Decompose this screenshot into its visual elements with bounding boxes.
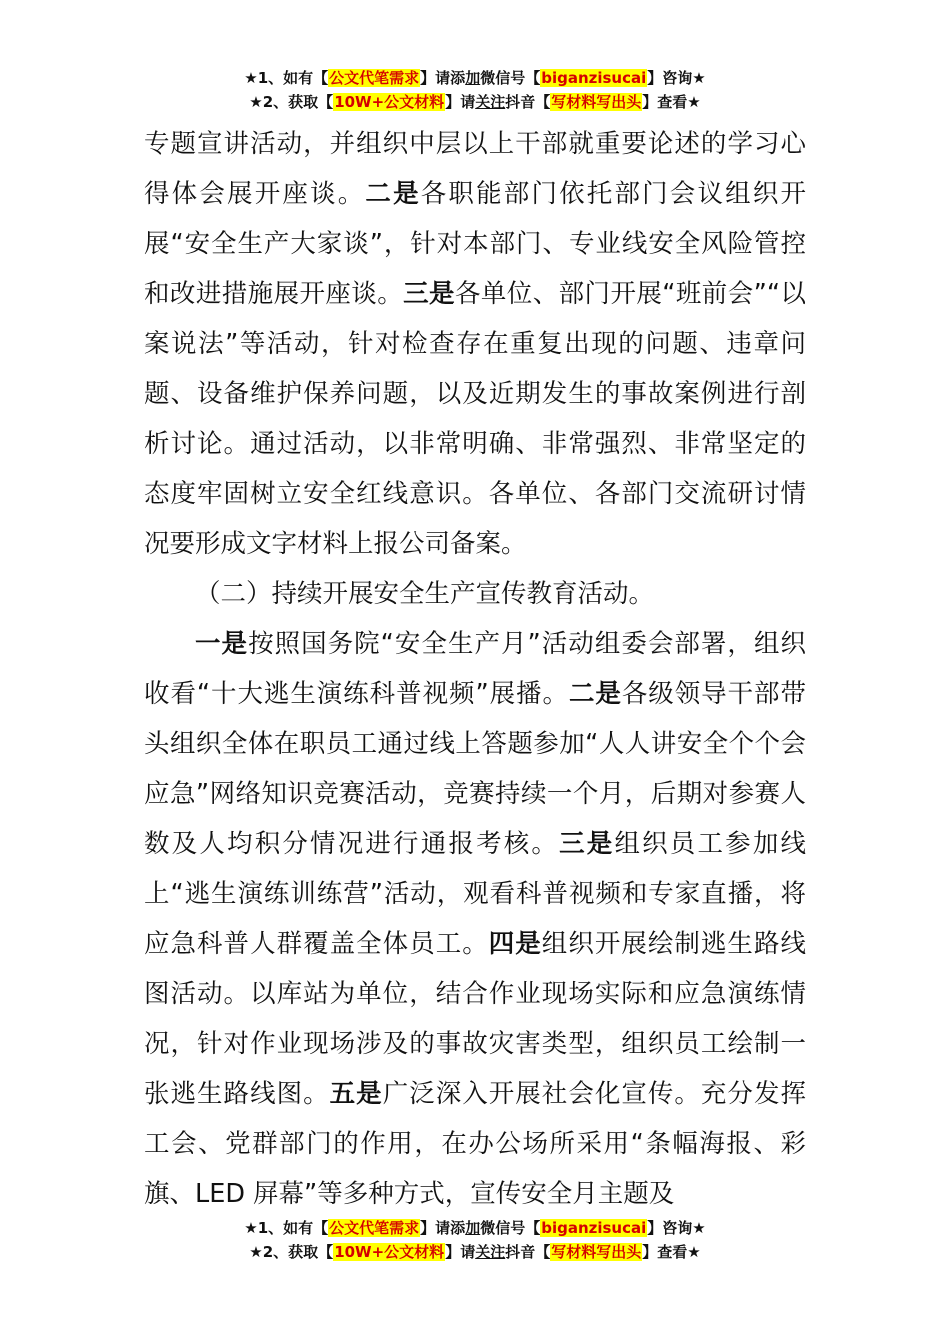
bold-marker: 二是 — [568, 679, 622, 709]
paragraph-text: 按照国务院“安全生产月”活动组委会部署，组织收看“十大逃生演练科普视频”展播。 — [144, 629, 806, 709]
paragraph-text: 组织员工参加线上“逃生演练训练营”活动，观看科普视频和专家直播，将应急科普人群覆盖全体员工。 — [144, 829, 806, 959]
banner-underlined: 加 — [465, 1219, 481, 1237]
banner-highlight: 公文代笔需求 — [329, 1219, 420, 1237]
banner-text: 】咨询★ — [647, 1219, 706, 1237]
banner-highlight: 写材料写出头 — [551, 93, 642, 111]
banner-highlight: 公文代笔需求 — [329, 69, 420, 87]
banner-line-1 — [0, 1216, 950, 1240]
paragraph-text: 各级领导干部带头组织全体在职员工通过线上答题参加“人人讲安全个个会应急”网络知识竞赛活动，竞赛持续一个月，后期对参赛人数及人均积分情况进行通报考核。 — [144, 679, 806, 859]
paragraph-text: 专题宣讲活动，并组织中层以上干部就重要论述的学习心得体会展开座谈。 — [144, 129, 806, 209]
banner-highlight: 10W+公文材料 — [334, 1243, 445, 1261]
banner-highlight: biganzisucai — [541, 69, 647, 87]
bold-marker: 三是 — [403, 279, 455, 309]
paragraph-text: 广泛深入开展社会化宣传。充分发挥工会、党群部门的作用，在办公场所采用“条幅海报、彩旗、LED 屏幕”等多种方式，宣传安全月主题及 — [144, 1079, 806, 1209]
paragraph-1 — [144, 119, 806, 569]
bold-marker: 一是 — [195, 629, 249, 659]
banner-text: ★2、获取【 — [249, 1243, 334, 1261]
banner-text: 微信号【 — [480, 69, 541, 87]
banner-text: ★1、如有【 — [244, 69, 329, 87]
banner-text: 微信号【 — [480, 1219, 541, 1237]
bold-marker: 四是 — [488, 929, 542, 959]
banner-text: 】请添 — [420, 1219, 466, 1237]
banner-highlight: 写材料写出头 — [551, 1243, 642, 1261]
banner-text: 】咨询★ — [647, 69, 706, 87]
paragraph-text: 各职能部门依托部门会议组织开展“安全生产大家谈”，针对本部门、专业线安全风险管控和改进措施展开座谈。 — [144, 179, 806, 309]
section-heading: （二）持续开展安全生产宣传教育活动。 — [195, 579, 655, 609]
document-body — [144, 119, 806, 1219]
paragraph-2 — [144, 619, 806, 1219]
banner-text: 抖音【 — [505, 93, 551, 111]
banner-text: ★1、如有【 — [244, 1219, 329, 1237]
banner-text: 】请 — [445, 93, 476, 111]
banner-text: 】请添 — [420, 69, 466, 87]
banner-text: ★2、获取【 — [249, 93, 334, 111]
banner-text: 抖音【 — [505, 1243, 551, 1261]
header-banner — [0, 66, 950, 114]
bold-marker: 二是 — [365, 179, 421, 209]
banner-underlined: 关注 — [475, 93, 506, 111]
banner-line-2 — [0, 90, 950, 114]
bold-marker: 三是 — [559, 829, 615, 859]
bold-marker: 五是 — [329, 1079, 383, 1109]
footer-banner — [0, 1216, 950, 1264]
banner-line-1 — [0, 66, 950, 90]
paragraph-text: 各单位、部门开展“班前会”“以案说法”等活动，针对检查存在重复出现的问题、违章问题、设备维护保养问题，以及近期发生的事故案例进行剖析讨论。通过活动，以非常明确、非常强烈、非常坚定的态度牢固树立安全红线意识。各单位、各部门交流研讨情况要形成文字材料上报公司备案。 — [144, 279, 806, 559]
banner-text: 】查看★ — [642, 1243, 701, 1261]
banner-text: 】查看★ — [642, 93, 701, 111]
banner-highlight: 10W+公文材料 — [334, 93, 445, 111]
banner-text: 】请 — [445, 1243, 476, 1261]
banner-underlined: 关注 — [475, 1243, 506, 1261]
banner-highlight: biganzisucai — [541, 1219, 647, 1237]
banner-underlined: 加 — [465, 69, 481, 87]
paragraph-text: 组织开展绘制逃生路线图活动。以库站为单位，结合作业现场实际和应急演练情况，针对作业现场涉及的事故灾害类型，组织员工绘制一张逃生路线图。 — [144, 929, 806, 1109]
banner-line-2 — [0, 1240, 950, 1264]
